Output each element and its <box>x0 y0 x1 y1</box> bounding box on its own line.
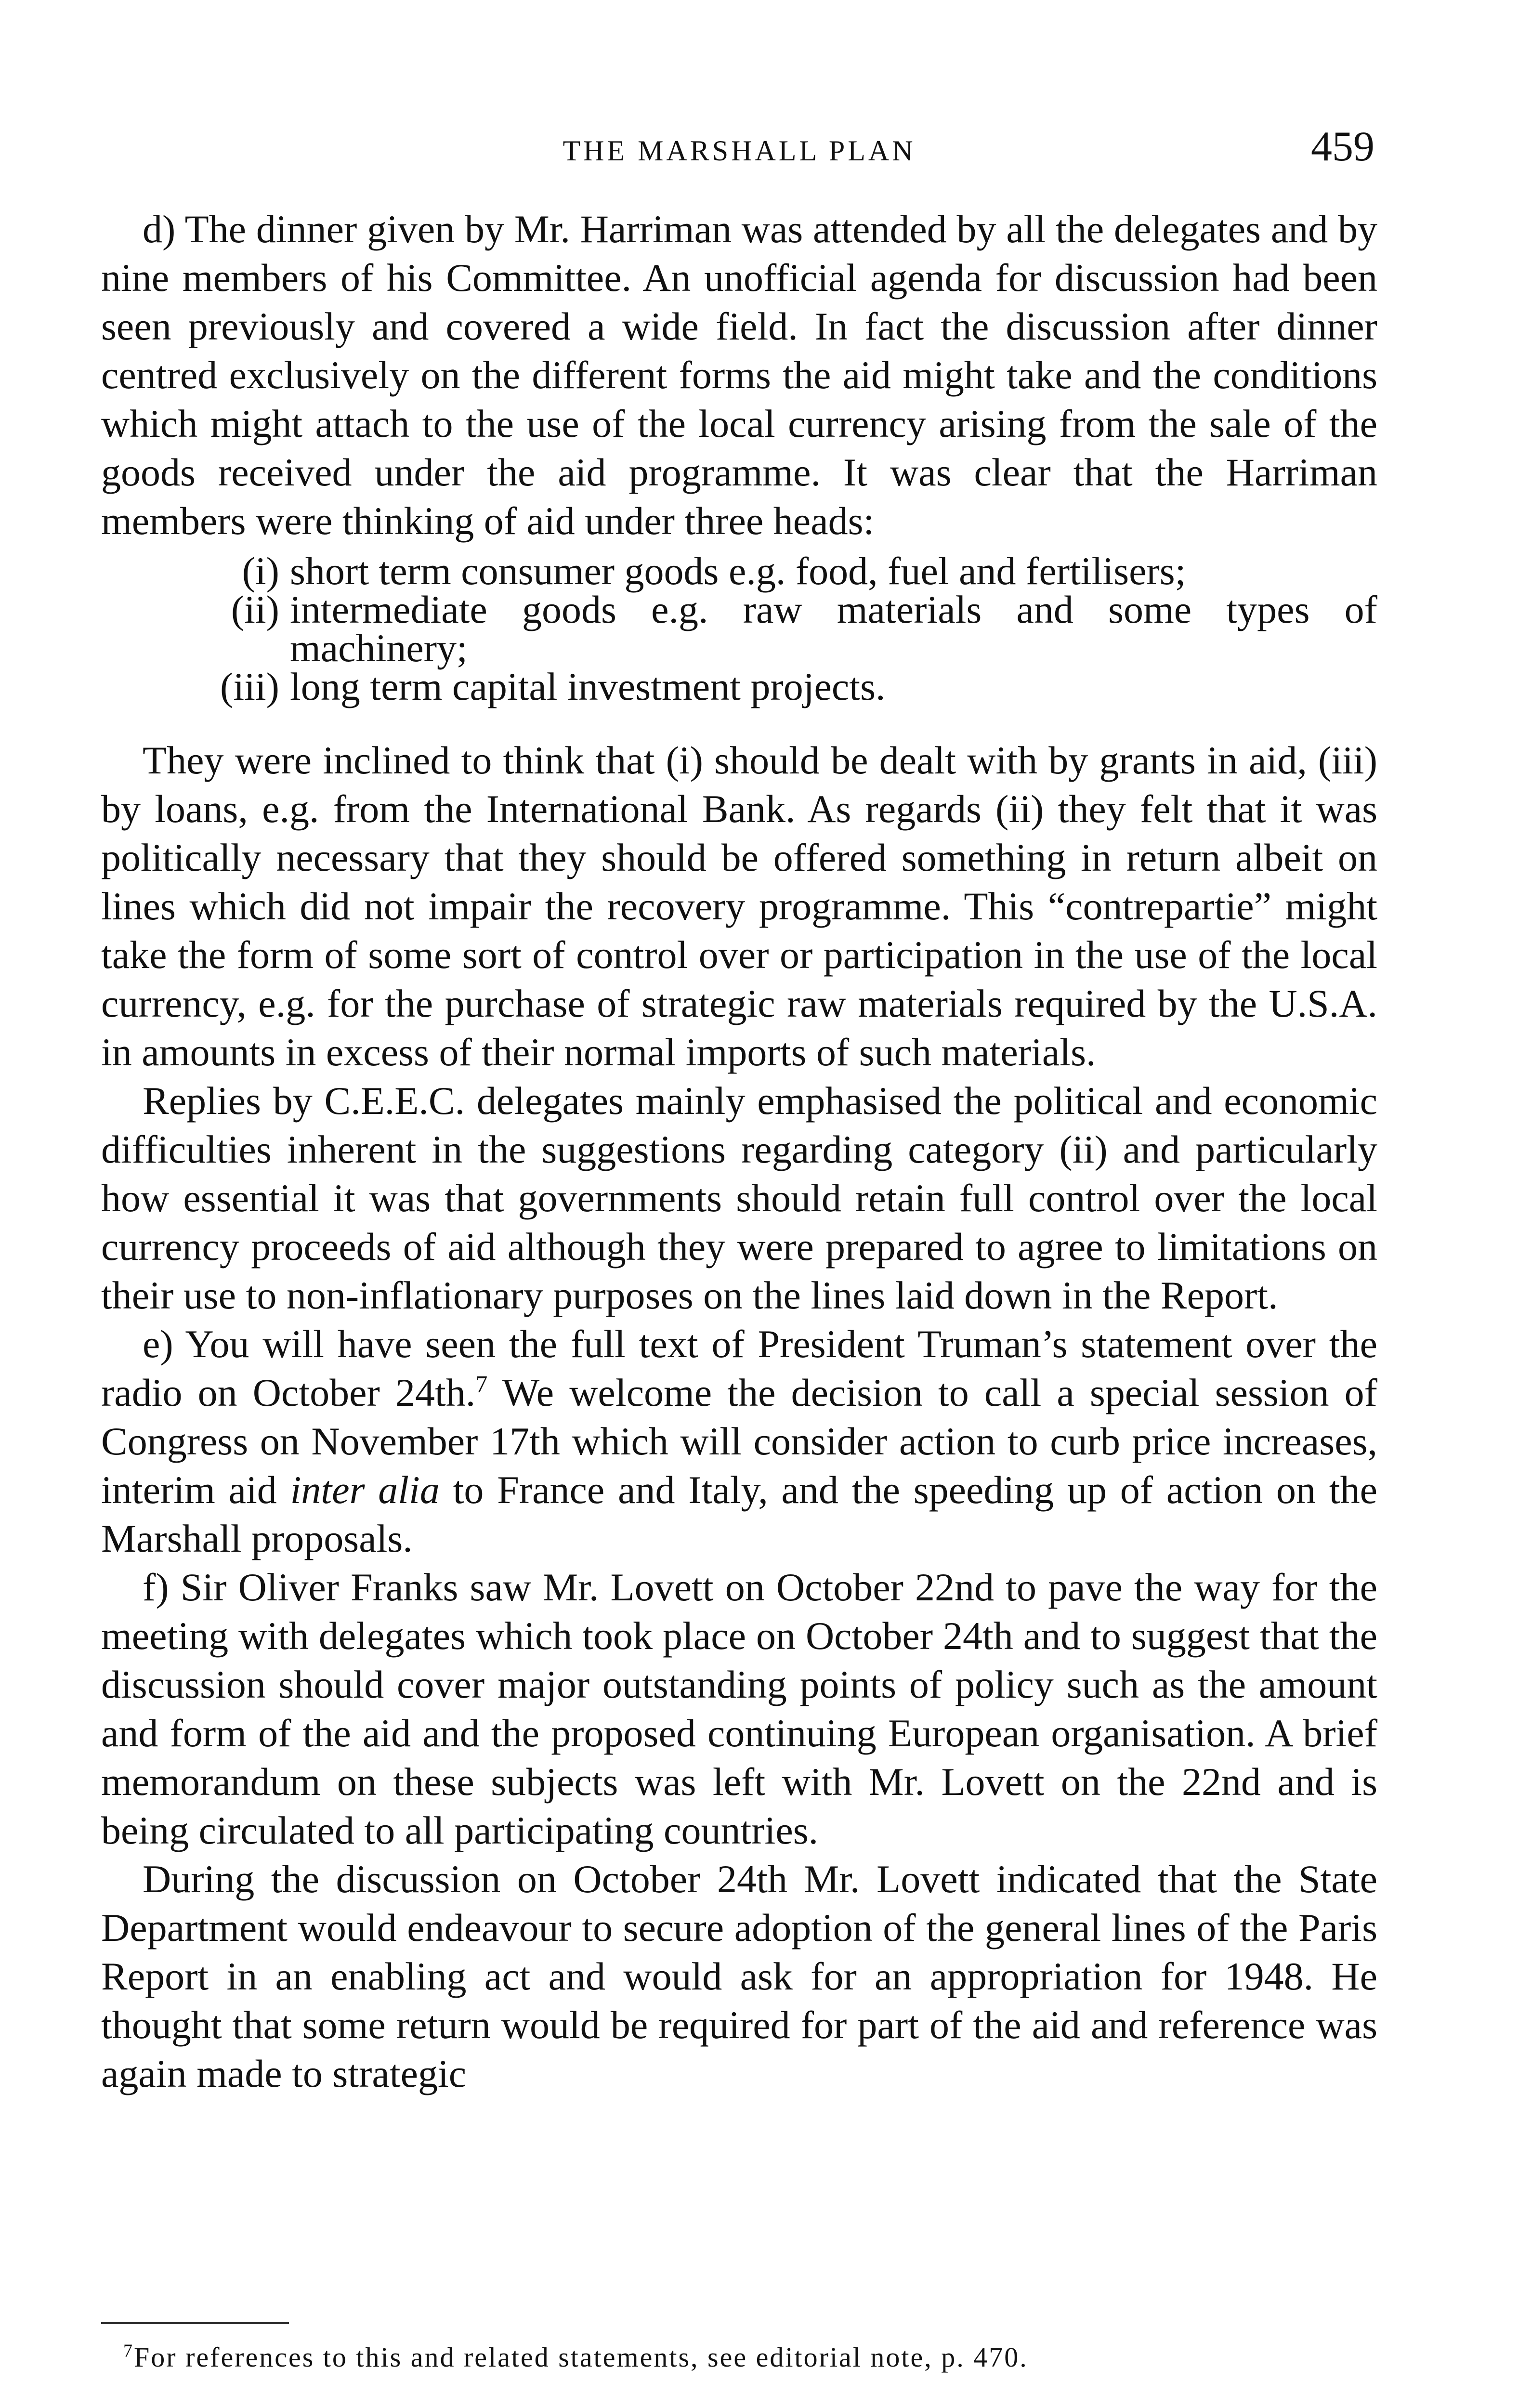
list-item <box>101 626 1377 670</box>
running-title: THE MARSHALL PLAN <box>563 135 916 167</box>
page-header <box>101 123 1377 176</box>
footnote-reference: 7 <box>475 1370 488 1398</box>
list-item-text: short term consumer goods e.g. food, fuel and fertilisers; <box>290 549 1186 593</box>
list-item-number: (iii) <box>220 665 279 708</box>
body-text <box>101 205 1377 2098</box>
footnote-text: For references to this and related statements, see editorial note, p. 470. <box>134 2342 1028 2373</box>
list-item <box>101 590 1377 629</box>
list-item-number <box>101 629 290 667</box>
list-item-number: (i) <box>242 549 279 593</box>
paragraph-e-text-end: to France and Italy, and the speeding up of action on the Marshall proposals. <box>101 1468 1377 1560</box>
page-number: 459 <box>1311 123 1374 170</box>
paragraph-e-text-mid: We welcome the decision to call a special session of Congress on November 17th which will consider action to curb price increases, interim aid <box>101 1371 1377 1512</box>
footnote-mark: 7 <box>123 2341 134 2361</box>
list-item <box>101 549 1377 593</box>
paragraph-f: f) Sir Oliver Franks saw Mr. Lovett on October 22nd to pave the way for the meeting with delegates which took place on October 24th and to suggest that the discussion should cover major outstanding points of policy such as the amount and form of the aid and the proposed continuing European organisation. A brief memorandum on these subjects was left with Mr. Lovett on the 22nd and is being circulated to all participating countries. <box>101 1565 1377 1852</box>
paragraph-e-italic: inter alia <box>290 1468 440 1512</box>
paragraph-e <box>101 1320 1377 1563</box>
list-item-text: intermediate goods e.g. raw materials and some types of <box>290 588 1377 631</box>
paragraph-lovett: During the discussion on October 24th Mr. Lovett indicated that the State Department would endeavour to secure adoption of the general lines of the Paris Report in an enabling act and would ask for an appropriation for 1948. He thought that some return would be required for part of the aid and reference was again made to strategic <box>101 1857 1377 2095</box>
aid-categories-list <box>101 549 1377 708</box>
paragraph-e-text: e) You will have seen the full text of President Truman’s statement over the radio on October 24th. <box>101 1322 1377 1414</box>
paragraph-d: d) The dinner given by Mr. Harriman was attended by all the delegates and by nine members of his Committee. An unofficial agenda for discussion had been seen previously and covered a wide field. In fact the discussion after dinner centred exclusively on the different forms the aid might take and the conditions which might attach to the use of the local currency arising from the sale of the goods received under the aid programme. It was clear that the Harriman members were thinking of aid under three heads: <box>101 207 1377 543</box>
list-item-text: long term capital investment projects. <box>290 665 886 708</box>
paragraph-grants: They were inclined to think that (i) should be dealt with by grants in aid, (iii) by loans, e.g. from the International Bank. As regards (ii) they felt that it was politically necessary that they should be offered something in return albeit on lines which did not impair the recovery programme. This “contrepartie” might take the form of some sort of control over or participation in the use of the local currency, e.g. for the purchase of strategic raw materials required by the U.S.A. in amounts in excess of their normal imports of such materials. <box>101 738 1377 1074</box>
footnote-divider <box>101 2322 289 2324</box>
footnote <box>123 2338 1377 2377</box>
list-item-text: machinery; <box>290 626 468 670</box>
list-item-number: (ii) <box>231 588 279 631</box>
list-item <box>101 667 1377 706</box>
paragraph-replies: Replies by C.E.E.C. delegates mainly emphasised the political and economic difficulties inherent in the suggestions regarding category (ii) and particularly how essential it was that governments should retain full control over the local currency proceeds of aid although they were prepared to agree to limitations on their use to non-inflationary purposes on the lines laid down in the Report. <box>101 1079 1377 1317</box>
